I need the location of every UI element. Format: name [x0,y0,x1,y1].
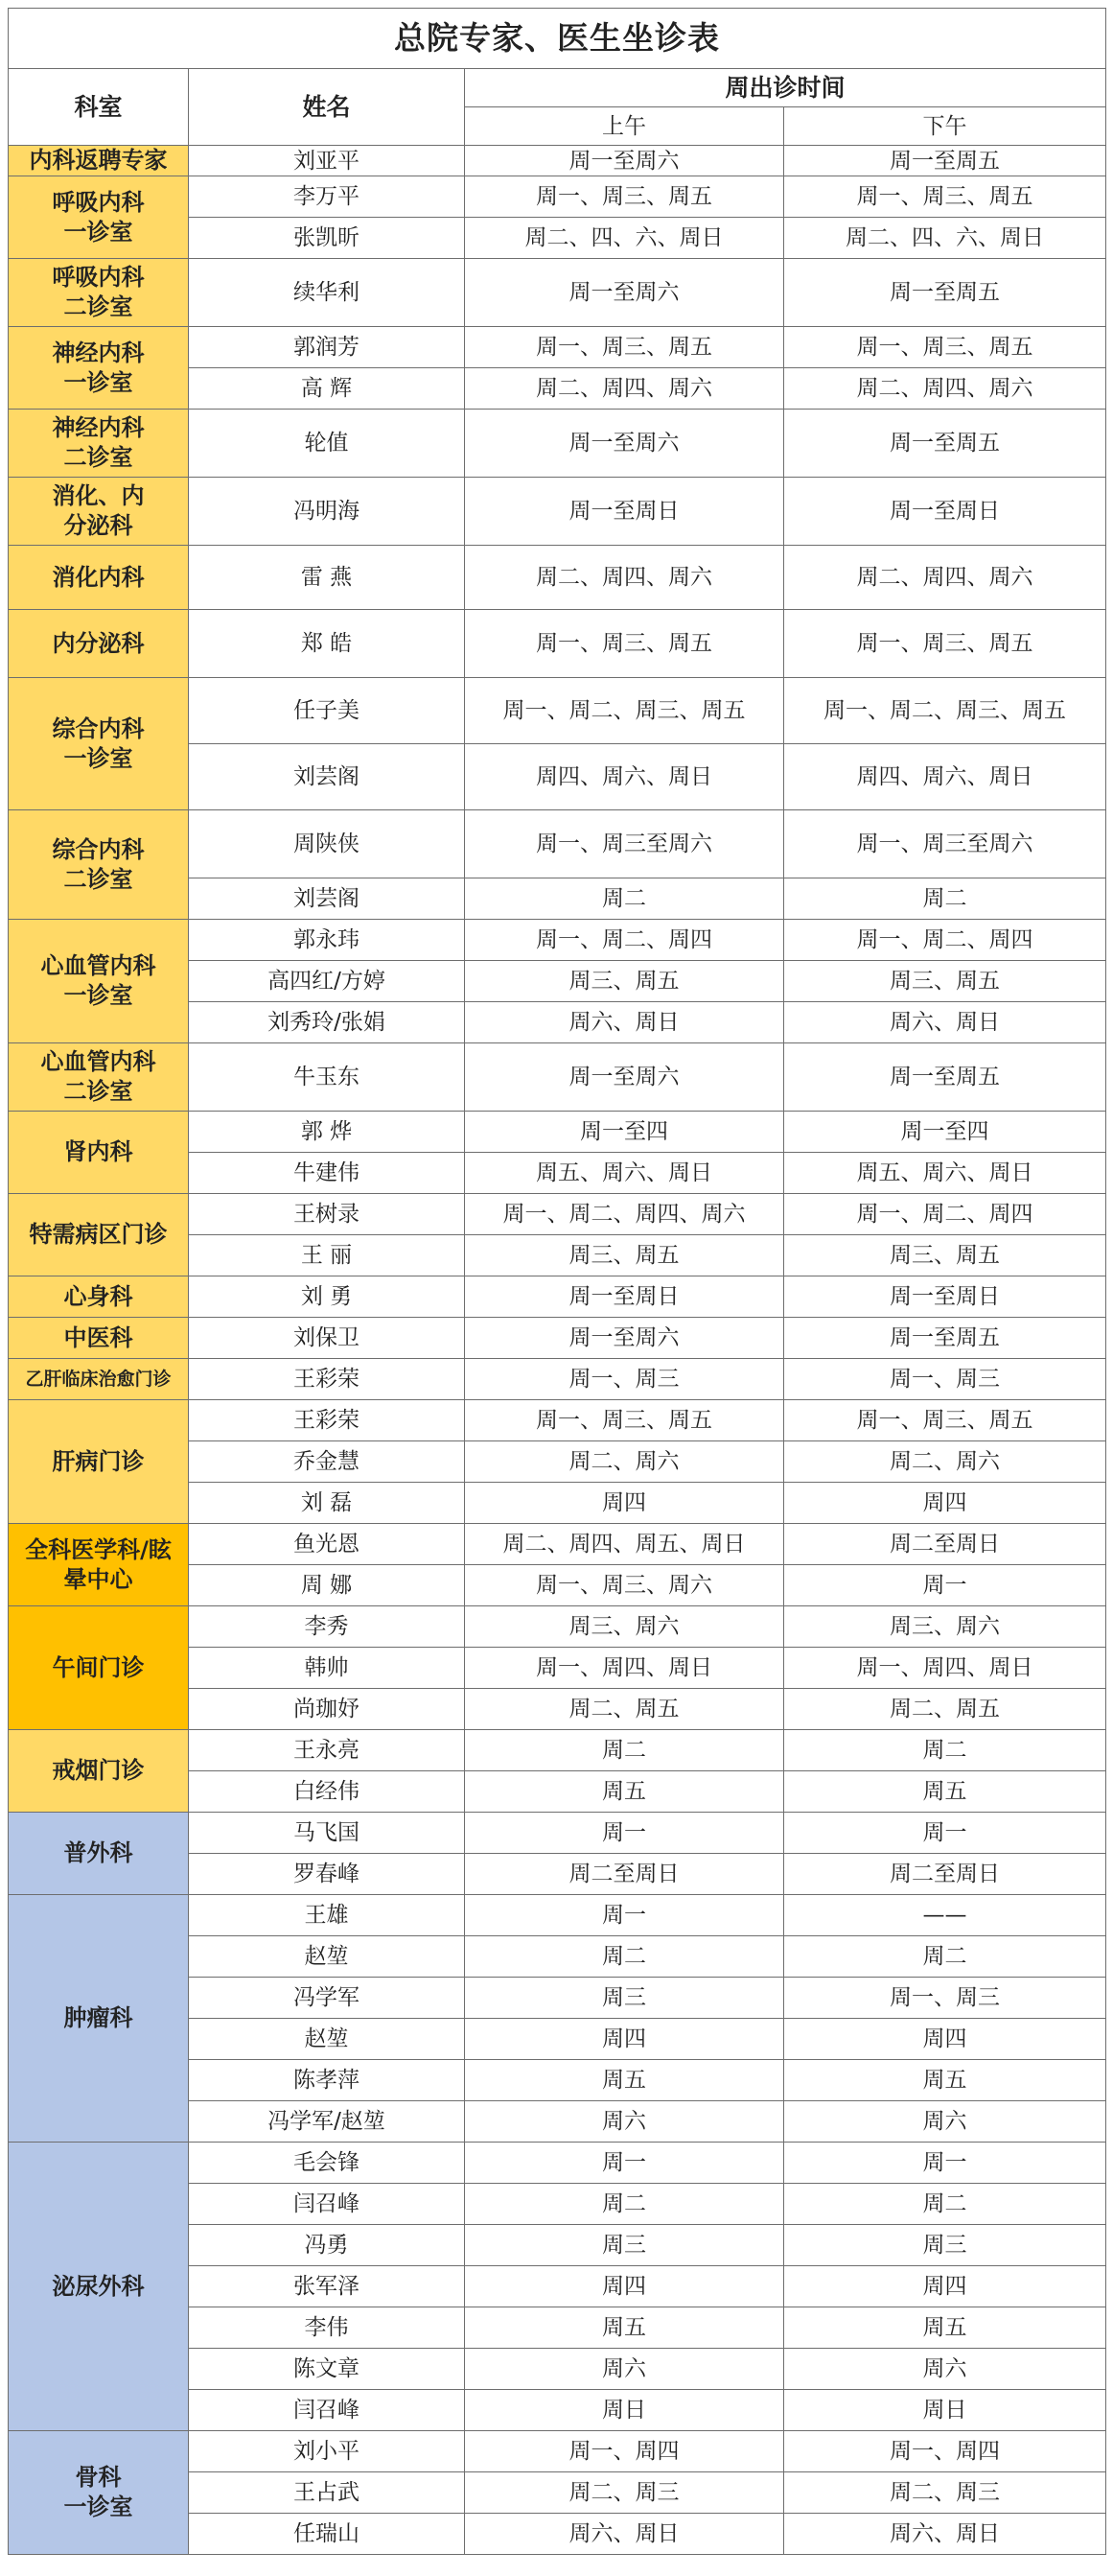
department-cell [9,478,189,546]
morning-schedule-cell: 周二、周五 [465,1689,784,1730]
table-row [9,610,1106,678]
department-label: 二诊室 [63,293,133,320]
morning-schedule-cell: 周三、周五 [465,961,784,1002]
table-row [9,810,1106,878]
department-cell [9,146,189,176]
header-name: 姓名 [189,69,465,146]
afternoon-schedule-cell: 周六、周日 [784,2514,1106,2555]
doctor-name-cell: 冯明海 [189,478,465,546]
afternoon-schedule-cell: 周一至周日 [784,1276,1106,1318]
morning-schedule-cell: 周一、周三至周六 [465,810,784,878]
doctor-name-cell: 韩帅 [189,1648,465,1689]
department-label: 一诊室 [63,982,133,1009]
doctor-name-cell: 郭润芳 [189,327,465,368]
afternoon-schedule-cell: 周一、周四、周日 [784,1648,1106,1689]
table-row [9,2143,1106,2184]
morning-schedule-cell: 周一、周三 [465,1359,784,1400]
department-label: 肾内科 [63,1138,133,1165]
morning-schedule-cell: 周五 [465,2307,784,2349]
morning-schedule-cell: 周一 [465,1895,784,1936]
morning-schedule-cell: 周一、周三、周五 [465,327,784,368]
afternoon-schedule-cell: 周六 [784,2349,1106,2390]
afternoon-schedule-cell: 周一、周三至周六 [784,810,1106,878]
morning-schedule-cell: 周四、周六、周日 [465,744,784,810]
afternoon-schedule-cell: 周一、周三、周五 [784,327,1106,368]
afternoon-schedule-cell: 周一、周三、周五 [784,176,1106,218]
afternoon-schedule-cell: 周四 [784,1483,1106,1524]
afternoon-schedule-cell: 周三、周五 [784,1235,1106,1276]
department-cell [9,678,189,810]
department-label: 一诊室 [63,2494,133,2520]
doctor-name-cell: 高四红/方婷 [189,961,465,1002]
table-row [9,1400,1106,1441]
doctor-name-cell: 冯学军/赵堃 [189,2101,465,2143]
department-label: 内科返聘专家 [29,147,168,174]
morning-schedule-cell: 周四 [465,2266,784,2307]
morning-schedule-cell: 周二至周日 [465,1854,784,1895]
doctor-name-cell: 王 丽 [189,1235,465,1276]
doctor-name-cell: 王树录 [189,1194,465,1235]
morning-schedule-cell: 周一、周三、周五 [465,1400,784,1441]
doctor-name-cell: 王彩荣 [189,1359,465,1400]
afternoon-schedule-cell: 周一、周二、周四 [784,1194,1106,1235]
afternoon-schedule-cell: 周一至周五 [784,146,1106,176]
afternoon-schedule-cell: 周一至四 [784,1112,1106,1153]
afternoon-schedule-cell: 周一至周五 [784,1318,1106,1359]
department-cell [9,1043,189,1112]
doctor-name-cell: 王永亮 [189,1730,465,1771]
doctor-name-cell: 续华利 [189,259,465,327]
afternoon-schedule-cell: 周五、周六、周日 [784,1153,1106,1194]
table-row [9,1276,1106,1318]
department-cell [9,546,189,610]
afternoon-schedule-cell: 周四 [784,2019,1106,2060]
afternoon-schedule-cell: 周五 [784,1771,1106,1813]
department-label: 戒烟门诊 [52,1757,145,1784]
morning-schedule-cell: 周三、周五 [465,1235,784,1276]
table-row [9,1043,1106,1112]
department-cell [9,1112,189,1194]
afternoon-schedule-cell: 周一、周三 [784,1978,1106,2019]
afternoon-schedule-cell: 周日 [784,2390,1106,2431]
doctor-name-cell: 王雄 [189,1895,465,1936]
doctor-name-cell: 郑 皓 [189,610,465,678]
doctor-name-cell: 轮值 [189,410,465,478]
table-row [9,2431,1106,2472]
afternoon-schedule-cell: 周一至周五 [784,259,1106,327]
afternoon-schedule-cell: 周一至周日 [784,478,1106,546]
doctor-name-cell: 郭永玮 [189,920,465,961]
afternoon-schedule-cell: 周一、周三、周五 [784,610,1106,678]
doctor-name-cell: 乔金慧 [189,1441,465,1483]
department-label: 神经内科 [52,414,145,441]
morning-schedule-cell: 周一、周二、周四、周六 [465,1194,784,1235]
afternoon-schedule-cell: 周二 [784,878,1106,920]
afternoon-schedule-cell: 周二 [784,1936,1106,1978]
doctor-name-cell: 刘保卫 [189,1318,465,1359]
doctor-name-cell: 毛会锋 [189,2143,465,2184]
afternoon-schedule-cell: 周二 [784,1730,1106,1771]
morning-schedule-cell: 周一、周四 [465,2431,784,2472]
doctor-name-cell: 雷 燕 [189,546,465,610]
doctor-name-cell: 陈文章 [189,2349,465,2390]
afternoon-schedule-cell: 周一 [784,1813,1106,1854]
morning-schedule-cell: 周六 [465,2349,784,2390]
doctor-name-cell: 周 娜 [189,1565,465,1606]
header-pm: 下午 [784,107,1106,146]
department-cell [9,176,189,259]
department-label: 心血管内科 [40,952,156,979]
doctor-name-cell: 张军泽 [189,2266,465,2307]
department-label: 呼吸内科 [52,264,145,291]
morning-schedule-cell: 周二 [465,1730,784,1771]
morning-schedule-cell: 周一 [465,1813,784,1854]
doctor-name-cell: 鱼光恩 [189,1524,465,1565]
afternoon-schedule-cell: 周五 [784,2307,1106,2349]
doctor-name-cell: 闫召峰 [189,2184,465,2225]
doctor-name-cell: 周陕侠 [189,810,465,878]
afternoon-schedule-cell: 周三、周五 [784,961,1106,1002]
doctor-name-cell: 马飞国 [189,1813,465,1854]
afternoon-schedule-cell: 周二、周五 [784,1689,1106,1730]
afternoon-schedule-cell: 周一、周二、周三、周五 [784,678,1106,744]
morning-schedule-cell: 周六、周日 [465,1002,784,1043]
morning-schedule-cell: 周一、周三、周五 [465,610,784,678]
morning-schedule-cell: 周二、周四、周五、周日 [465,1524,784,1565]
table-row [9,1895,1106,1936]
department-label: 泌尿外科 [52,2272,145,2300]
department-cell [9,810,189,920]
morning-schedule-cell: 周二 [465,878,784,920]
morning-schedule-cell: 周二 [465,2184,784,2225]
morning-schedule-cell: 周二、四、六、周日 [465,218,784,259]
afternoon-schedule-cell: 周六、周日 [784,1002,1106,1043]
table-row [9,1524,1106,1565]
morning-schedule-cell: 周四 [465,1483,784,1524]
morning-schedule-cell: 周五 [465,1771,784,1813]
department-cell [9,1359,189,1400]
schedule-body [9,146,1106,2555]
afternoon-schedule-cell: 周一 [784,1565,1106,1606]
morning-schedule-cell: 周五 [465,2060,784,2101]
department-cell [9,1194,189,1276]
afternoon-schedule-cell: 周六 [784,2101,1106,2143]
department-label: 一诊室 [63,744,133,772]
department-cell [9,1524,189,1606]
doctor-name-cell: 刘秀玲/张娟 [189,1002,465,1043]
afternoon-schedule-cell: 周二、周四、周六 [784,546,1106,610]
doctor-name-cell: 尚珈妤 [189,1689,465,1730]
table-row [9,1606,1106,1648]
afternoon-schedule-cell: 周二至周日 [784,1854,1106,1895]
table-row [9,327,1106,368]
table-row [9,1318,1106,1359]
morning-schedule-cell: 周二、周六 [465,1441,784,1483]
afternoon-schedule-cell: 周二、周三 [784,2472,1106,2514]
morning-schedule-cell: 周日 [465,2390,784,2431]
afternoon-schedule-cell: 周一至周五 [784,410,1106,478]
morning-schedule-cell: 周四 [465,2019,784,2060]
doctor-name-cell: 白经伟 [189,1771,465,1813]
department-label: 消化、内 [52,482,145,509]
department-label: 呼吸内科 [52,188,145,216]
header-am: 上午 [465,107,784,146]
doctor-name-cell: 任子美 [189,678,465,744]
department-cell [9,1730,189,1813]
doctor-name-cell: 牛玉东 [189,1043,465,1112]
header-weekly-time: 周出诊时间 [465,69,1106,107]
morning-schedule-cell: 周六、周日 [465,2514,784,2555]
morning-schedule-cell: 周二、周四、周六 [465,546,784,610]
morning-schedule-cell: 周一至周日 [465,478,784,546]
doctor-name-cell: 王彩荣 [189,1400,465,1441]
afternoon-schedule-cell: 周二 [784,2184,1106,2225]
department-label: 综合内科 [52,835,145,863]
doctor-name-cell: 郭 烨 [189,1112,465,1153]
department-label: 二诊室 [63,865,133,893]
table-title: 总院专家、医生坐诊表 [9,9,1106,69]
department-cell [9,410,189,478]
afternoon-schedule-cell: 周一、周三 [784,1359,1106,1400]
afternoon-schedule-cell: —— [784,1895,1106,1936]
department-label: 心身科 [63,1282,133,1310]
doctor-name-cell: 刘 勇 [189,1276,465,1318]
doctor-name-cell: 刘亚平 [189,146,465,176]
department-label: 消化内科 [52,563,145,591]
department-label: 神经内科 [52,339,145,366]
morning-schedule-cell: 周一至周日 [465,1276,784,1318]
department-label: 二诊室 [63,444,133,471]
table-row [9,176,1106,218]
afternoon-schedule-cell: 周二、周六 [784,1441,1106,1483]
afternoon-schedule-cell: 周四 [784,2266,1106,2307]
morning-schedule-cell: 周一、周三、周六 [465,1565,784,1606]
morning-schedule-cell: 周三 [465,2225,784,2266]
afternoon-schedule-cell: 周二至周日 [784,1524,1106,1565]
doctor-name-cell: 刘 磊 [189,1483,465,1524]
table-row [9,1730,1106,1771]
department-label: 肿瘤科 [63,2004,133,2031]
schedule-table [8,8,1106,2555]
doctor-name-cell: 罗春峰 [189,1854,465,1895]
morning-schedule-cell: 周二、周三 [465,2472,784,2514]
morning-schedule-cell: 周三 [465,1978,784,2019]
department-label: 全科医学科/眩 [25,1535,172,1563]
department-cell [9,1318,189,1359]
table-row [9,146,1106,176]
doctor-name-cell: 冯勇 [189,2225,465,2266]
doctor-name-cell: 赵堃 [189,2019,465,2060]
department-label: 二诊室 [63,1078,133,1105]
doctor-name-cell: 冯学军 [189,1978,465,2019]
afternoon-schedule-cell: 周二、周四、周六 [784,368,1106,410]
table-row [9,1813,1106,1854]
department-cell [9,259,189,327]
doctor-name-cell: 王占武 [189,2472,465,2514]
department-cell [9,2143,189,2431]
header-dept: 科室 [9,69,189,146]
table-row [9,920,1106,961]
morning-schedule-cell: 周五、周六、周日 [465,1153,784,1194]
doctor-name-cell: 赵堃 [189,1936,465,1978]
department-cell [9,1400,189,1524]
department-cell [9,327,189,410]
afternoon-schedule-cell: 周一至周五 [784,1043,1106,1112]
department-label: 普外科 [63,1839,133,1866]
doctor-name-cell: 高 辉 [189,368,465,410]
doctor-name-cell: 任瑞山 [189,2514,465,2555]
afternoon-schedule-cell: 周一、周三、周五 [784,1400,1106,1441]
department-label: 乙肝临床治愈门诊 [25,1369,172,1390]
department-label: 分泌科 [63,512,133,539]
doctor-name-cell: 李秀 [189,1606,465,1648]
table-row [9,1194,1106,1235]
department-cell [9,1606,189,1730]
morning-schedule-cell: 周一、周二、周三、周五 [465,678,784,744]
morning-schedule-cell: 周一至周六 [465,1043,784,1112]
doctor-name-cell: 闫召峰 [189,2390,465,2431]
department-label: 午间门诊 [52,1653,145,1681]
afternoon-schedule-cell: 周五 [784,2060,1106,2101]
afternoon-schedule-cell: 周四、周六、周日 [784,744,1106,810]
morning-schedule-cell: 周一至四 [465,1112,784,1153]
table-row [9,678,1106,744]
afternoon-schedule-cell: 周一 [784,2143,1106,2184]
department-label: 骨科 [75,2464,122,2491]
table-row [9,410,1106,478]
table-row [9,478,1106,546]
afternoon-schedule-cell: 周二、四、六、周日 [784,218,1106,259]
department-cell [9,610,189,678]
department-label: 一诊室 [63,218,133,246]
department-label: 特需病区门诊 [29,1221,168,1248]
doctor-name-cell: 刘小平 [189,2431,465,2472]
table-row [9,1359,1106,1400]
morning-schedule-cell: 周一、周四、周日 [465,1648,784,1689]
morning-schedule-cell: 周六 [465,2101,784,2143]
morning-schedule-cell: 周二、周四、周六 [465,368,784,410]
afternoon-schedule-cell: 周一、周四 [784,2431,1106,2472]
doctor-name-cell: 陈孝萍 [189,2060,465,2101]
afternoon-schedule-cell: 周一、周二、周四 [784,920,1106,961]
doctor-name-cell: 刘芸阁 [189,744,465,810]
department-cell [9,2431,189,2555]
department-label: 内分泌科 [52,629,145,657]
morning-schedule-cell: 周二 [465,1936,784,1978]
doctor-name-cell: 张凯昕 [189,218,465,259]
department-label: 晕中心 [63,1565,133,1593]
department-cell [9,1813,189,1895]
department-label: 心血管内科 [40,1048,156,1075]
department-label: 肝病门诊 [52,1447,145,1475]
doctor-name-cell: 李万平 [189,176,465,218]
department-cell [9,1895,189,2143]
department-label: 综合内科 [52,714,145,742]
table-row [9,259,1106,327]
afternoon-schedule-cell: 周三、周六 [784,1606,1106,1648]
doctor-name-cell: 刘芸阁 [189,878,465,920]
morning-schedule-cell: 周一至周六 [465,259,784,327]
afternoon-schedule-cell: 周三 [784,2225,1106,2266]
table-row [9,1112,1106,1153]
doctor-name-cell: 牛建伟 [189,1153,465,1194]
department-cell [9,920,189,1043]
morning-schedule-cell: 周一 [465,2143,784,2184]
table-row [9,546,1106,610]
department-label: 一诊室 [63,368,133,396]
morning-schedule-cell: 周一至周六 [465,410,784,478]
department-label: 中医科 [63,1323,133,1351]
morning-schedule-cell: 周一、周三、周五 [465,176,784,218]
doctor-name-cell: 李伟 [189,2307,465,2349]
morning-schedule-cell: 周一、周二、周四 [465,920,784,961]
morning-schedule-cell: 周一至周六 [465,1318,784,1359]
morning-schedule-cell: 周三、周六 [465,1606,784,1648]
morning-schedule-cell: 周一至周六 [465,146,784,176]
department-cell [9,1276,189,1318]
